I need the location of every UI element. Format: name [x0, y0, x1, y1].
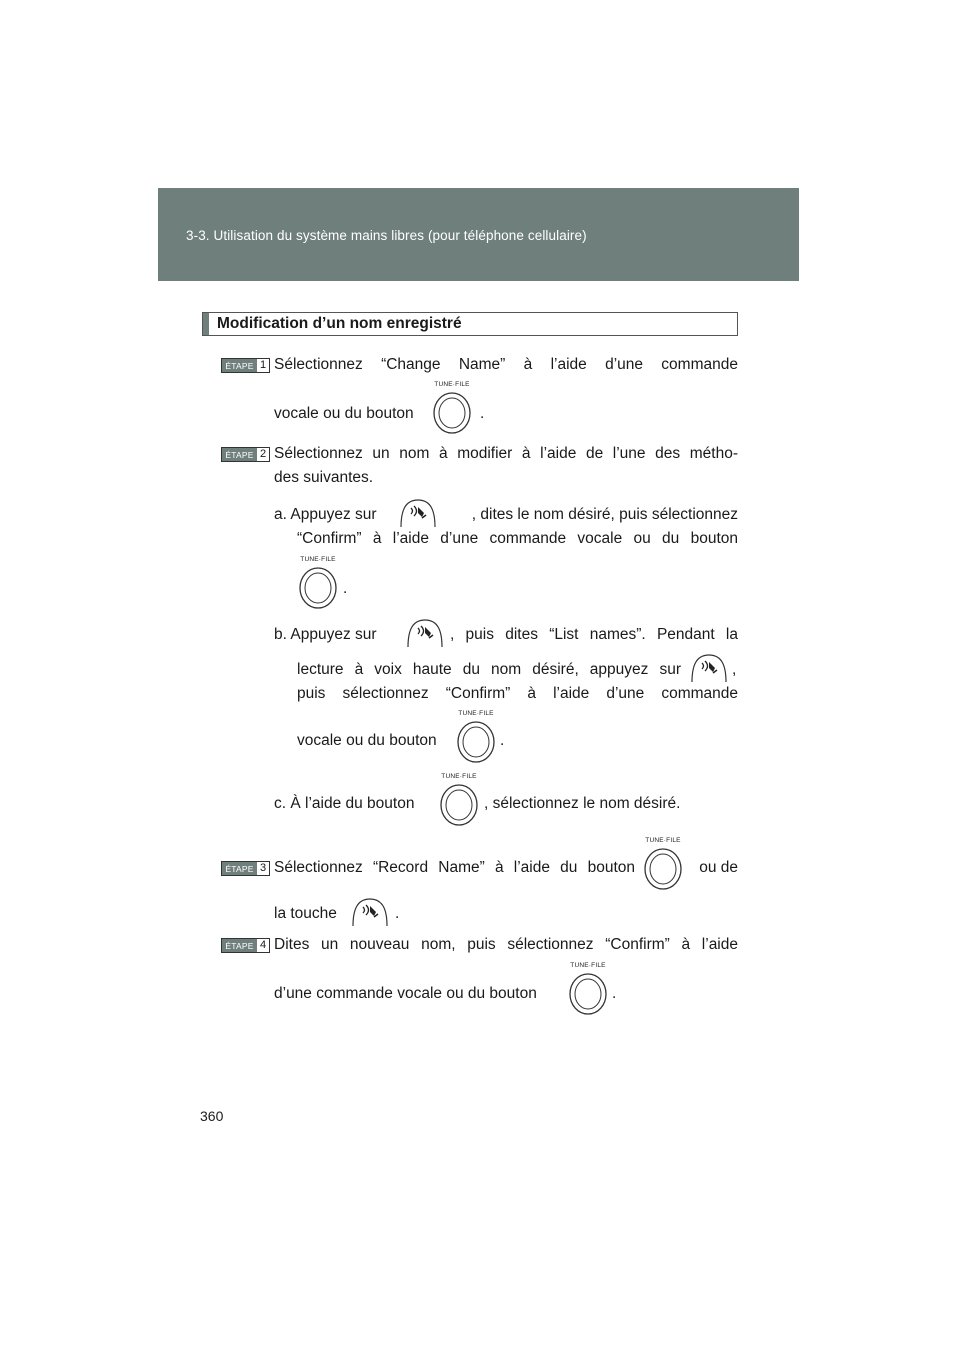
step-badge-number: 3	[259, 862, 267, 874]
step-badge-label: ÉTAPE	[222, 939, 257, 952]
step-badge-4	[221, 938, 270, 953]
page-number: 360	[200, 1108, 224, 1124]
step-badge-number: 1	[259, 359, 267, 371]
step2-option-b-post: , puis dites “List names”. Pendant la	[450, 626, 738, 643]
step-badge-label: ÉTAPE	[222, 448, 257, 461]
step2-option-a-post: , dites le nom désiré, puis sélectionnez	[471, 506, 738, 523]
step-badge-number: 2	[259, 448, 267, 460]
step2-option-a-pre: a. Appuyez sur	[274, 506, 377, 523]
step3-line2: la touche	[274, 905, 337, 922]
tune-file-knob-icon	[451, 710, 501, 766]
step2-option-b-line3: puis sélectionnez “Confirm” à l’aide d’une commande	[297, 685, 738, 702]
step-badge-2	[221, 447, 270, 462]
step-badge-number: 4	[259, 939, 267, 951]
step2-line2: des suivantes.	[274, 469, 374, 486]
step1-line2-text: vocale ou du bouton	[274, 405, 414, 422]
step2-option-a-period: .	[343, 580, 348, 597]
tune-file-knob-icon	[427, 381, 477, 437]
tune-file-knob-icon	[638, 837, 688, 893]
knob-label: TUNE·FILE	[434, 381, 470, 388]
step3-line2-period: .	[395, 905, 400, 922]
talk-switch-icon	[404, 617, 446, 649]
chapter-title: 3-3. Utilisation du système mains libres (pour téléphone cellulaire)	[186, 228, 587, 243]
step3-line1-post: ou de	[699, 859, 738, 876]
knob-label: TUNE·FILE	[458, 710, 494, 717]
talk-switch-icon	[688, 652, 730, 684]
step2-option-c-post: , sélectionnez le nom désiré.	[484, 795, 681, 812]
step4-line2: d’une commande vocale ou du bouton	[274, 985, 537, 1002]
step2-option-c-pre: c. À l’aide du bouton	[274, 795, 415, 812]
knob-label: TUNE·FILE	[645, 837, 681, 844]
step-badge-3	[221, 861, 270, 876]
step2-option-b-period: .	[500, 732, 505, 749]
step3-line1: Sélectionnez “Record Name” à l’aide du bouton	[274, 859, 635, 876]
knob-label: TUNE·FILE	[300, 556, 336, 563]
section-title-bar	[203, 313, 209, 335]
talk-switch-icon	[397, 497, 439, 529]
step2-option-b-comma: ,	[732, 661, 737, 678]
step2-option-a-line2: “Confirm” à l’aide d’une commande vocale ou du bouton	[297, 530, 738, 547]
step2-line1: Sélectionnez un nom à modifier à l’aide de l’une des métho-	[274, 445, 738, 462]
step1-line2-period: .	[480, 405, 485, 422]
step-badge-label: ÉTAPE	[222, 359, 257, 372]
knob-label: TUNE·FILE	[441, 773, 477, 780]
step1-line1: Sélectionnez “Change Name” à l’aide d’une commande	[274, 356, 738, 373]
step-badge-label: ÉTAPE	[222, 862, 257, 875]
tune-file-knob-icon	[434, 773, 484, 829]
section-title: Modification d’un nom enregistré	[217, 315, 462, 332]
talk-switch-icon	[349, 896, 391, 928]
step4-line1: Dites un nouveau nom, puis sélectionnez “Confirm” à l’aide	[274, 936, 738, 953]
section-title-box	[202, 312, 738, 336]
step2-option-b-line2: lecture à voix haute du nom désiré, appuyez sur	[297, 661, 681, 678]
knob-label: TUNE·FILE	[570, 962, 606, 969]
step4-line2-period: .	[612, 985, 617, 1002]
step2-option-b-line4: vocale ou du bouton	[297, 732, 437, 749]
tune-file-knob-icon	[563, 962, 613, 1018]
chapter-header	[158, 188, 799, 281]
step-badge-1	[221, 358, 270, 373]
tune-file-knob-icon	[293, 556, 343, 612]
step2-option-b-pre: b. Appuyez sur	[274, 626, 377, 643]
